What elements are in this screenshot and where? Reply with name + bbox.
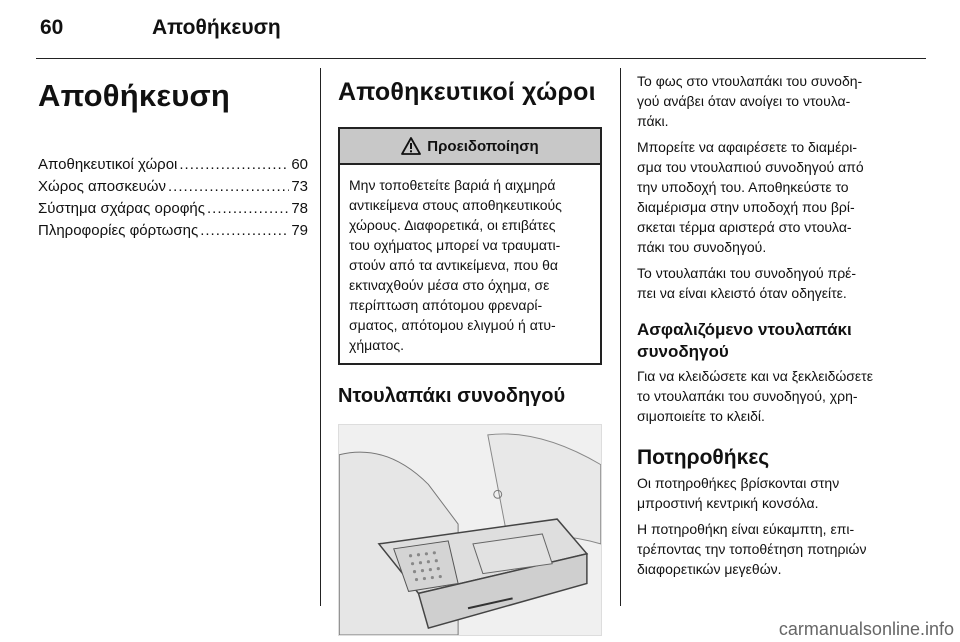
paragraph xyxy=(637,137,927,257)
paragraph xyxy=(637,366,927,426)
text-line: εκτιναχθούν μέσα στο όχημα, σε xyxy=(349,277,550,293)
text-line: Μπορείτε να αφαιρέσετε το διαμέρι- xyxy=(637,139,858,155)
text-line: στούν από τα αντικείμενα, που θα xyxy=(349,257,558,273)
text-line: Η ποτηροθήκη είναι εύκαμπτη, επι- xyxy=(637,521,855,537)
toc-entry[interactable] xyxy=(38,220,308,242)
toc-page-number: 60 xyxy=(291,156,308,173)
toc-label: Σύστημα σχάρας οροφής xyxy=(38,200,205,217)
text-line: διαμέρισμα στην υποδοχή που βρί- xyxy=(637,199,855,215)
text-line: Το φως στο ντουλαπάκι του συνοδη- xyxy=(637,73,863,89)
warning-header xyxy=(340,129,600,165)
text-line: την υποδοχή του. Αποθηκεύστε το xyxy=(637,179,849,195)
text-line: αντικείμενα στους αποθηκευτικούς xyxy=(349,197,562,213)
text-line: γού ανάβει όταν ανοίγει το ντουλα- xyxy=(637,93,851,109)
heading-line: Ασφαλιζόμενο ντουλαπάκι xyxy=(637,320,852,339)
column-divider xyxy=(620,68,621,606)
watermark: carmanualsonline.info xyxy=(778,619,954,639)
text-line: σκεται τέρμα αριστερά στο ντουλα- xyxy=(637,219,852,235)
cupholders-title: Ποτηροθήκες xyxy=(637,446,770,469)
page-header xyxy=(36,14,926,44)
header-rule xyxy=(36,58,926,59)
left-column xyxy=(38,68,308,242)
text-line: σιμοποιείτε το κλειδί. xyxy=(637,408,765,424)
toc-page-number: 73 xyxy=(291,178,308,195)
text-line: Οι ποτηροθήκες βρίσκονται στην xyxy=(637,475,840,491)
page-number: 60 xyxy=(40,16,64,39)
section-title: Αποθηκευτικοί χώροι xyxy=(338,78,596,106)
text-line: χώρους. Διαφορετικά, οι επιβάτες xyxy=(349,217,556,233)
toc-label: Πληροφορίες φόρτωσης xyxy=(38,222,199,239)
paragraph xyxy=(637,263,927,303)
toc-entry[interactable] xyxy=(38,198,308,220)
paragraph xyxy=(637,71,927,131)
toc-label: Χώρος αποσκευών xyxy=(38,178,166,195)
text-line: πει να είναι κλειστό όταν οδηγείτε. xyxy=(637,285,847,301)
text-line: του οχήματος μπορεί να τραυματι- xyxy=(349,237,561,253)
text-line: σμα του ντουλαπιού συνοδηγού από xyxy=(637,159,864,175)
text-line: Το ντουλαπάκι του συνοδηγού πρέ- xyxy=(637,265,857,281)
toc-leader-dots xyxy=(179,154,289,176)
toc-leader-dots xyxy=(168,176,289,198)
warning-text xyxy=(340,165,600,363)
chapter-title: Αποθήκευση xyxy=(38,78,231,113)
toc-page-number: 78 xyxy=(291,200,308,217)
text-line: περίπτωση απότομου φρεναρί- xyxy=(349,297,543,313)
glovebox-illustration xyxy=(338,424,602,636)
right-column xyxy=(637,68,927,585)
warning-title: Προειδοποίηση xyxy=(427,137,539,155)
glovebox-title: Ντουλαπάκι συνοδηγού xyxy=(338,385,566,407)
middle-column xyxy=(338,68,602,636)
text-line: Μην τοποθετείτε βαριά ή αιχμηρά xyxy=(349,177,556,193)
toc-page-number: 79 xyxy=(291,222,308,239)
toc-leader-dots xyxy=(207,198,289,220)
toc-entry[interactable] xyxy=(38,154,308,176)
warning-triangle-icon xyxy=(401,137,421,155)
paragraph xyxy=(637,473,927,513)
running-title: Αποθήκευση xyxy=(152,16,281,39)
table-of-contents xyxy=(38,154,308,242)
text-line: πάκι. xyxy=(637,113,669,129)
heading-line: συνοδηγού xyxy=(637,342,729,361)
column-divider xyxy=(320,68,321,606)
text-line: πάκι του συνοδηγού. xyxy=(637,239,767,255)
toc-label: Αποθηκευτικοί χώροι xyxy=(38,156,178,173)
text-line: σματος, απότομου ελιγμού ή ατυ- xyxy=(349,317,556,333)
text-line: τρέποντας την τοποθέτηση ποτηριών xyxy=(637,541,867,557)
toc-leader-dots xyxy=(200,220,289,242)
text-line: μπροστινή κεντρική κονσόλα. xyxy=(637,495,819,511)
lockable-glovebox-title xyxy=(637,319,927,363)
text-line: Για να κλειδώσετε και να ξεκλειδώσετε xyxy=(637,368,873,384)
text-line: χήματος. xyxy=(349,337,405,353)
warning-box xyxy=(338,127,602,365)
text-line: το ντουλαπάκι του συνοδηγού, χρη- xyxy=(637,388,858,404)
text-line: διαφορετικών μεγεθών. xyxy=(637,561,782,577)
toc-entry[interactable] xyxy=(38,176,308,198)
paragraph xyxy=(637,519,927,579)
